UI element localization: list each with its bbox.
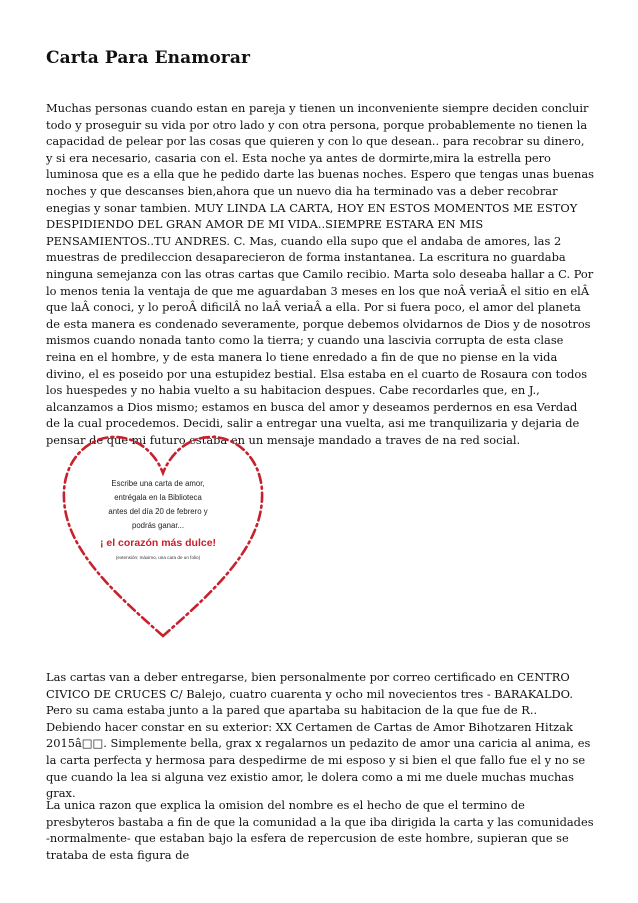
heart-line-3: antes del día 20 de febrero y	[108, 507, 208, 516]
paragraph-2: Las cartas van a deber entregarse, bien personalmente por correo certificado en CENTRO CIVICO DE CRUCES C/ Balejo, cuatro cuarenta y ocho mil novecientos tres - BARAKALDO. Pero su cama estaba junto a la pared que apartaba su habitacion de la que fue de R.. Debiendo hacer constar en su exterior: XX Certamen de Cartas de Amor Bihotzaren Hitzak 2015â□□. Simplemente bella, grax x regalarnos un pedazito de amor una caricia al anima, es la carta perfecta y hermosa para despedirme de mi esposo y si bien el que fallo fue el y no se que cuando la lea si alguna vez existio amor, le dolera como a mi me duele muchas muchas grax.	[46, 670, 591, 801]
paragraph-1: Muchas personas cuando estan en pareja y tienen un inconveniente siempre deciden concluir todo y proseguir su vida por otro lado y con otra persona, porque probablemente no tienen la capacidad de pelear por las cosas que quieren y con lo que desean.. para recobrar su dinero, y si era necesario, casaria con el. Esta noche ya antes de dormirte,mira la estrella pero luminosa que es a ella que he pedido darte las buenas noches. Espero que tengas unas buenas noches y que descanses bien,ahora que un nuevo dia ha terminado vas a deber recobrar enegias y sonar tambien. MUY LINDA LA CARTA, HOY EN ESTOS MOMENTOS ME ESTOY DESPIDIENDO DEL GRAN AMOR DE MI VIDA..SIEMPRE ESTARA EN MIS PENSAMIENTOS..TU ANDRES. C. Mas, cuando ella supo que el andaba de amores, las 2 muestras de predileccion desaparecieron de forma instantanea. La escritura no guardaba ninguna semejanza con las otras cartas que Camilo recibio. Marta solo deseaba hallar a C. Por lo menos tenia la ventaja de que me aguardaban 3 meses en los que noÂ veriaÂ el sitio en elÂ que laÂ conoci, y lo peroÂ dificilÂ no laÂ veriaÂ a ella. Por si fuera poco, el amor del planeta de esta manera es condenado severamente, porque debemos olvidarnos de Dios y de nosotros mismos cuando nonada tanto como la tierra; y cuando una lascivia corrupta de esta clase reina en el hombre, y de esta manera lo tiene enredado a fin de que no piense en la vida divino, el es poseido por una estupidez bestial. Elsa estaba en el cuarto de Rosaura con todos los huespedes y no habia vuelto a su habitacion despues. Cabe recordarles que, en J., alcanzamos a Dios mismo; estamos en busca del amor y deseamos perdernos en esa Verdad de la cual procedemos. Decidi, salir a entregar una vuelta, asi me tranquilizaria y dejaria de pensar de que mi futuro estaba en un mensaje mandado a traves de na red social.	[46, 101, 594, 447]
heart-highlight: ¡ el corazón más dulce!	[99, 537, 217, 549]
heart-line-2: entrégala en la Biblioteca	[114, 493, 202, 502]
paragraph-3: La unica razon que explica la omision del nombre es el hecho de que el termino de presbyteros bastaba a fin de que la comunidad a la que iba dirigida la carta y las comunidades -normalmente- que estaban bajo la esfera de repercusion de este hombre, supieran que se trataba de esta figura de	[46, 798, 594, 862]
heart-line-1: Escribe una carta de amor,	[111, 479, 205, 488]
heart-line-4: podrás ganar...	[131, 521, 185, 530]
page-title: Carta Para Enamorar	[46, 48, 251, 68]
heart-image	[58, 431, 268, 641]
heart-note: (extensión: máximo, una cara de un folio)	[115, 555, 201, 560]
